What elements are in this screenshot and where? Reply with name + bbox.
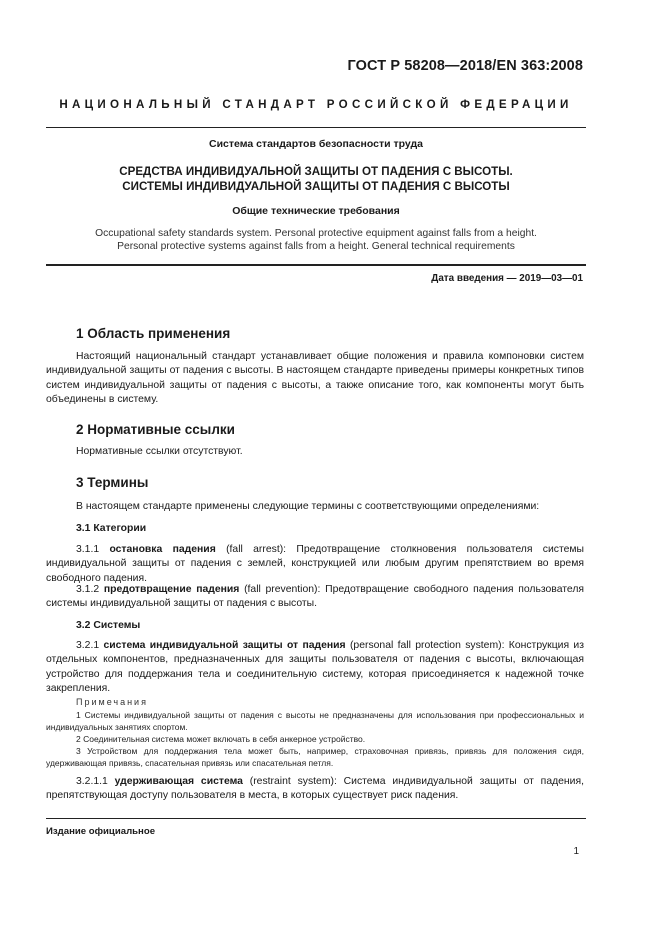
term-name: система индивидуальной защиты от падения bbox=[103, 640, 346, 651]
divider-top bbox=[46, 127, 586, 128]
term-name: предотвращение падения bbox=[103, 584, 240, 595]
note-1: 1 Системы индивидуальной защиты от падения с высоты не предназначены для использования при профессиональных и индивидуальных занятиях спортом. bbox=[46, 710, 584, 732]
title-line-2: СИСТЕМЫ ИНДИВИДУАЛЬНОЙ ЗАЩИТЫ ОТ ПАДЕНИЯ С ВЫСОТЫ bbox=[122, 179, 510, 193]
notes-heading: Примечания bbox=[76, 697, 148, 707]
section-1-heading: 1 Область применения bbox=[76, 326, 231, 341]
standard-code: ГОСТ Р 58208—2018/EN 363:2008 bbox=[347, 58, 583, 74]
section-2-heading: 2 Нормативные ссылки bbox=[76, 422, 235, 437]
note-2: 2 Соединительная система может включать в себя анкерное устройство. bbox=[76, 734, 366, 744]
term-number: 3.2.1.1 bbox=[76, 776, 115, 787]
term-name: удерживающая система bbox=[114, 776, 243, 787]
document-subtitle: Общие технические требования bbox=[232, 205, 400, 217]
standards-series: Система стандартов безопасности труда bbox=[208, 138, 424, 150]
term-number: 3.2.1 bbox=[76, 640, 104, 651]
section-3-heading: 3 Термины bbox=[76, 475, 149, 490]
term-3-1-1 bbox=[46, 543, 584, 586]
section-1-text: Настоящий национальный стандарт устанавливает общие положения и правила компоновки систем индивидуальной защиты от падения с высоты. В настоящем стандарте приведены примеры конкретных типов систем индивидуальной защиты от падения с высоты, а также описание того, как компоненты могут быть объединены в систему. bbox=[46, 351, 584, 406]
term-number: 3.1.1 bbox=[76, 544, 110, 555]
term-3-1-2 bbox=[46, 583, 584, 612]
introduction-date: Дата введения — 2019—03—01 bbox=[431, 273, 583, 284]
term-3-2-1-1 bbox=[46, 775, 584, 804]
divider-title bbox=[46, 264, 586, 266]
official-edition-label: Издание официальное bbox=[46, 826, 156, 837]
note-3: 3 Устройством для поддержания тела может быть, например, страховочная привязь, привязь для положения сидя, удерживающая привязь, спасательная привязь или спасательная петля. bbox=[46, 746, 584, 768]
subsection-3-1-heading: 3.1 Категории bbox=[76, 523, 147, 534]
document-title bbox=[46, 165, 586, 194]
term-definition: (restraint system): Система индивидуальной защиты от падения, препятствующая доступу пользователя в места, в которых существует риск падения. bbox=[46, 776, 584, 802]
english-title bbox=[46, 228, 586, 253]
term-definition: (fall prevention): Предотвращение свободного падения пользователя системы индивидуальной защиты от падения с высоты. bbox=[46, 584, 585, 610]
title-line-1: СРЕДСТВА ИНДИВИДУАЛЬНОЙ ЗАЩИТЫ ОТ ПАДЕНИЯ С ВЫСОТЫ. bbox=[119, 165, 513, 178]
subsection-3-2-heading: 3.2 Системы bbox=[76, 620, 141, 631]
section-3-intro: В настоящем стандарте применены следующие термины с соответствующими определениями: bbox=[76, 501, 540, 512]
section-2-text: Нормативные ссылки отсутствуют. bbox=[76, 446, 243, 457]
english-title-line-1: Occupational safety standards system. Personal protective equipment against falls from a height. bbox=[95, 228, 537, 239]
page-number: 1 bbox=[573, 846, 579, 857]
divider-footer bbox=[46, 818, 586, 819]
national-standard-banner: НАЦИОНАЛЬНЫЙ СТАНДАРТ РОССИЙСКОЙ ФЕДЕРАЦИИ bbox=[59, 98, 573, 111]
term-name: остановка падения bbox=[109, 544, 216, 555]
term-3-2-1 bbox=[46, 639, 584, 697]
term-number: 3.1.2 bbox=[76, 584, 104, 595]
term-definition: (personal fall protection system): Конструкция из отдельных компонентов, предназначенных для защиты пользователя от падения с высоты, включающая устройство для поддержания тела и соединительную систему, которая присоединяется к надежной точке закрепления. bbox=[46, 640, 585, 695]
term-definition: (fall arrest): Предотвращение столкновения пользователя системы индивидуальной защиты от падения с землей, конструкцией или любым другим препятствием во время свободного падения. bbox=[46, 544, 585, 584]
english-title-line-2: Personal protective systems against falls from a height. General technical requirements bbox=[117, 240, 515, 252]
